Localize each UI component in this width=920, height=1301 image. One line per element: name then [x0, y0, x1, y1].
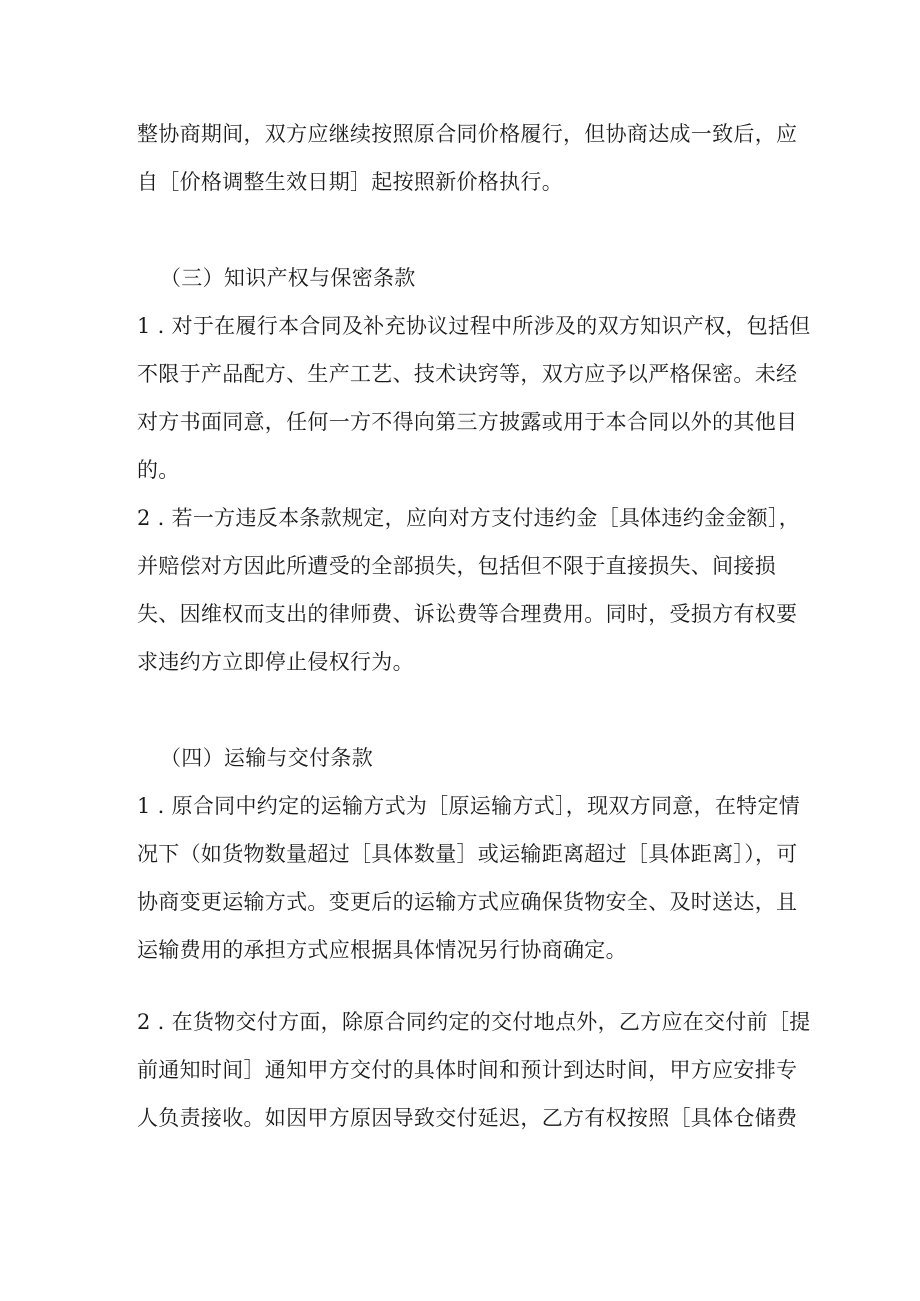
- section-heading-transport-delivery: （四）运输与交付条款: [160, 746, 373, 770]
- clause-line: 并赔偿对方因此所遭受的全部损失，包括但不限于直接损失、间接损: [137, 554, 776, 578]
- paragraph-line: 整协商期间，双方应继续按照原合同价格履行，但协商达成一致后，应: [137, 122, 798, 146]
- clause-line: 的。: [137, 458, 180, 482]
- clause-line: 人负责接收。如因甲方原因导致交付延迟，乙方有权按照［具体仓储费: [137, 1106, 798, 1130]
- clause-line: 1 . 对于在履行本合同及补充协议过程中所涉及的双方知识产权，包括但: [137, 314, 811, 338]
- clause-line: 求违约方立即停止侵权行为。: [137, 650, 414, 674]
- clause-line: 况下（如货物数量超过［具体数量］或运输距离超过［具体距离］），可: [137, 842, 798, 866]
- paragraph-line: 自［价格调整生效日期］起按照新价格执行。: [137, 170, 563, 194]
- clause-line: 2 . 在货物交付方面，除原合同约定的交付地点外，乙方应在交付前［提: [137, 1010, 811, 1034]
- section-heading-ip-confidentiality: （三）知识产权与保密条款: [160, 266, 416, 290]
- clause-line: 不限于产品配方、生产工艺、技术诀窍等，双方应予以严格保密。未经: [137, 362, 798, 386]
- clause-line: 1 . 原合同中约定的运输方式为［原运输方式］，现双方同意，在特定情: [137, 794, 801, 818]
- clause-line: 2 . 若一方违反本条款规定，应向对方支付违约金［具体违约金金额］，: [137, 506, 801, 530]
- clause-line: 失、因维权而支出的律师费、诉讼费等合理费用。同时，受损方有权要: [137, 602, 798, 626]
- clause-line: 运输费用的承担方式应根据具体情况另行协商确定。: [137, 938, 627, 962]
- clause-line: 前通知时间］通知甲方交付的具体时间和预计到达时间，甲方应安排专: [137, 1058, 798, 1082]
- clause-line: 对方书面同意，任何一方不得向第三方披露或用于本合同以外的其他目: [137, 410, 798, 434]
- clause-line: 协商变更运输方式。变更后的运输方式应确保货物安全、及时送达，且: [137, 890, 798, 914]
